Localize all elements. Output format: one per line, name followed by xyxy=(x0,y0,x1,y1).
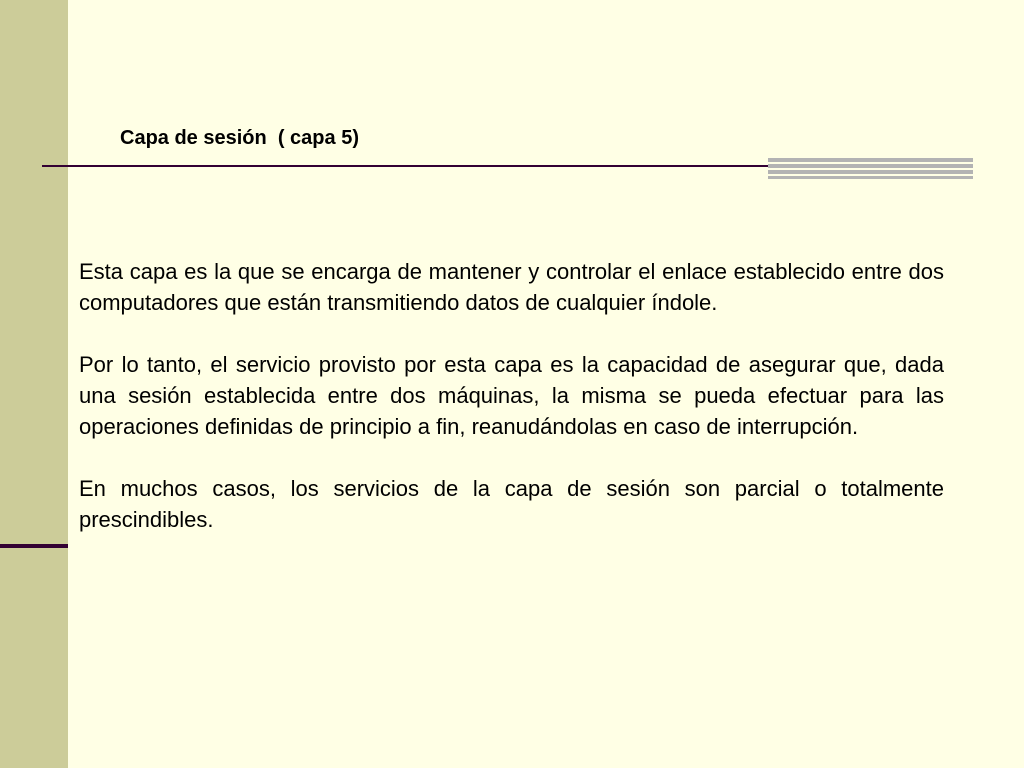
left-accent-line xyxy=(0,544,68,548)
slide-title: Capa de sesión ( capa 5) xyxy=(120,127,359,149)
decorative-stripe-block xyxy=(768,158,973,179)
body-paragraph-1: Esta capa es la que se encarga de mantener y controlar el enlace establecido entre dos computadores que están transmitiendo datos de cualquier índole. xyxy=(79,259,944,315)
slide-body xyxy=(79,256,944,535)
body-paragraph-2: Por lo tanto, el servicio provisto por esta capa es la capacidad de asegurar que, dada una sesión establecida entre dos máquinas, la misma se pueda efectuar para las operaciones definidas de principio a fin, reanudándolas en caso de interrupción. xyxy=(79,352,944,439)
body-paragraph-3: En muchos casos, los servicios de la capa de sesión son parcial o totalmente prescindibles. xyxy=(79,476,944,532)
left-decorative-band xyxy=(0,0,68,768)
